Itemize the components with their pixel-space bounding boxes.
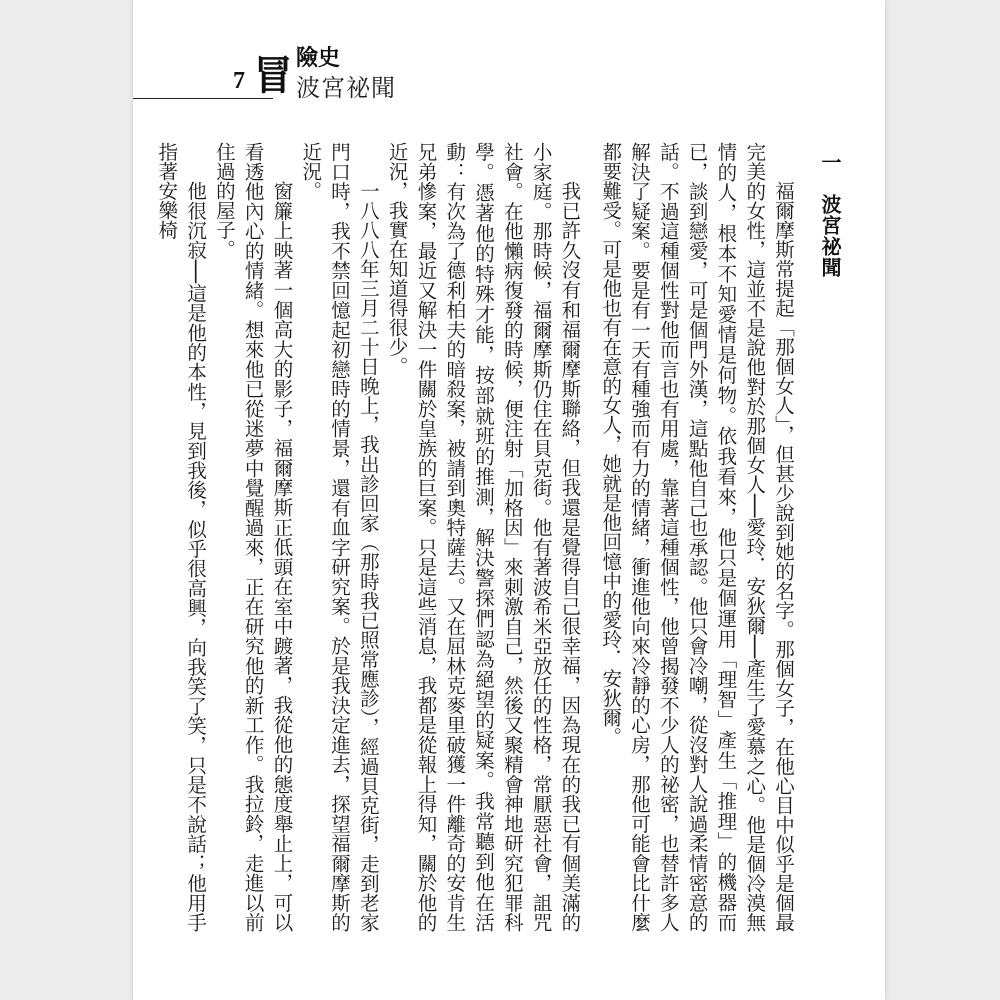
running-header [133, 40, 493, 100]
book-page [132, 0, 886, 1000]
page-number: 7 [233, 68, 245, 94]
paragraph-3: 一八八八年三月二十日晚上，我出診回家（那時我已照常應診），經過貝克街，走到老家門口時，我不禁回憶起初戀時的情景，還有血字研究案。於是我決定進去，探望福爾摩斯的近況。 [299, 142, 380, 932]
body-text [155, 142, 797, 932]
paragraph-5: 他很沉寂──這是他的本性，見到我後，似乎很高興，向我笑了笑，只是不說話；他用手指著安樂椅 [155, 142, 208, 932]
book-title: 波宮祕聞 [296, 74, 396, 102]
paragraph-1: 福爾摩斯常提起「那個女人」，但甚少說到她的名字。那個女子，在他心目中似乎是個最完美的女性，這並不是說他對於那個女人──愛玲．安狄爾──產生了愛慕之心。他是個冷漠無情的人，根本不知愛情是何物。依我看來，他只是個運用「理智」產生「推理」的機器而已，談到戀愛，可是個門外漢，這點他自己也承認。他只會冷嘲，從沒對人說過柔情密意的話。不過這種個性對他而言也有用處，靠著這種個性，他曾揭發不少人的祕密，也替許多人解決了疑案。要是有一天有種強而有力的情緒，衝進他向來冷靜的心房，那他可能會比什麼都要難受。可是他也有在意的女人，她就是他回憶中的愛玲．安狄爾。 [599, 142, 795, 932]
series-title-rest: 險史 [296, 46, 341, 71]
chapter-title: 一 波宮祕聞 [818, 152, 842, 278]
series-title-large-char: 冒 [253, 53, 293, 99]
header-rule [133, 98, 273, 99]
paragraph-4: 窗簾上映著一個高大的影子，福爾摩斯正低頭在室中踱著，我從他的態度舉止上，可以看透他內心的情緒。想來他已從迷夢中覺醒過來，正在研究他的新工作。我拉鈴，走進以前住過的屋子。 [212, 142, 294, 932]
paragraph-2: 我已許久沒有和福爾摩斯聯絡，但我還是覺得自己很幸福，因為現在的我已有個美滿的小家庭。那時候，福爾摩斯仍住在貝克街。他有著波希米亞放任的性格，常厭惡社會，詛咒社會。在他懶病復發的時候，便注射「加格因」來刺激自己，然後又聚精會神地研究犯罪科學。憑著他的特殊才能，按部就班的推測，解決警探們認為絕望的疑案。我常聽到他在活動：有次為了德利柏夫的暗殺案，被請到奧特薩去。又在屈林克麥里破獲一件離奇的安肯生兄弟慘案，最近又解決一件關於皇族的巨案。只是這些消息，我都是從報上得知，關於他的近況，我實在知道得很少。 [385, 142, 582, 932]
